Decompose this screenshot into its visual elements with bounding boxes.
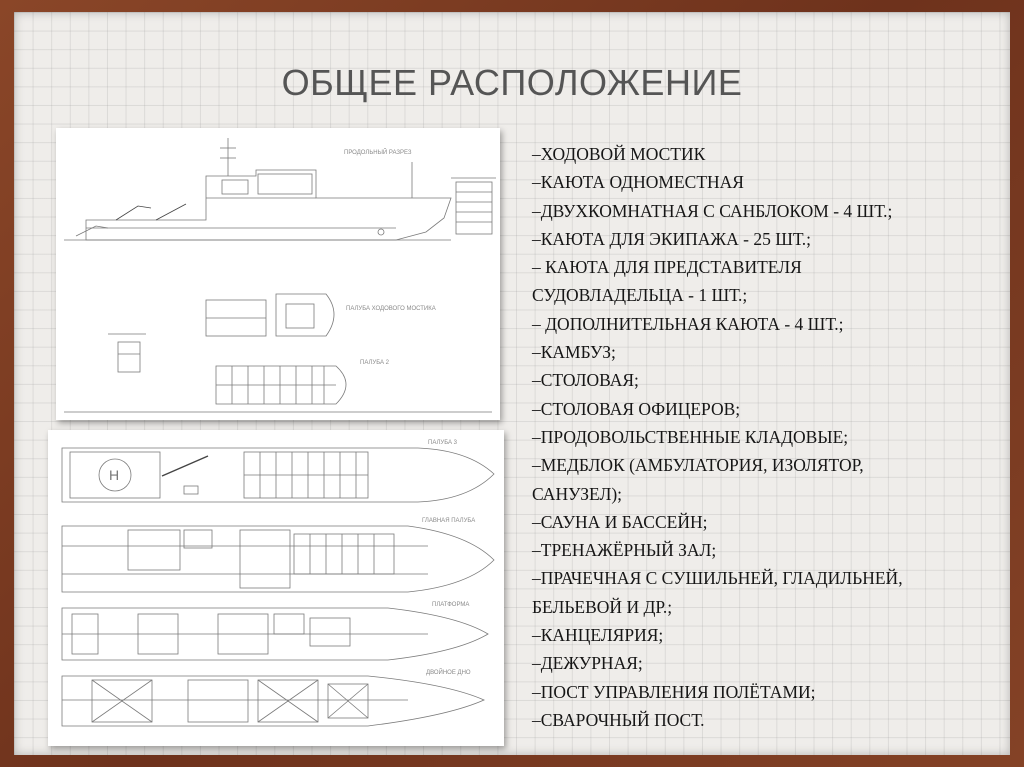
ship-section-svg [56, 128, 500, 420]
main-deck-outline [62, 526, 494, 592]
list-item: –ПОСТ УПРАВЛЕНИЯ ПОЛЁТАМИ; [532, 681, 816, 702]
list-item: –ДВУХКОМНАТНАЯ С САНБЛОКОМ - 4 ШТ.; [532, 200, 893, 221]
deck-plans-svg [48, 430, 504, 746]
list-item: СУДОВЛАДЕЛЬЦА - 1 ШТ.; [532, 285, 748, 306]
helipad-mark: H [109, 467, 120, 483]
list-item: –КАМБУЗ; [532, 342, 616, 363]
slide [14, 12, 1010, 755]
list-item: САНУЗЕЛ); [532, 483, 623, 504]
list-item: –СТОЛОВАЯ ОФИЦЕРОВ; [532, 398, 741, 419]
accommodation-list [532, 140, 1002, 734]
list-item: –КАЮТА ОДНОМЕСТНАЯ [532, 172, 744, 193]
deck2-label: ПАЛУБА 2 [360, 360, 390, 366]
main-deck-label: ГЛАВНАЯ ПАЛУБА [422, 518, 476, 524]
list-item: –ТРЕНАЖЁРНЫЙ ЗАЛ; [532, 540, 717, 561]
slide-title: ОБЩЕЕ РАСПОЛОЖЕНИЕ [281, 62, 743, 103]
list-item: –САУНА И БАССЕЙН; [532, 511, 708, 532]
bridge-deck-label: ПАЛУБА ХОДОВОГО МОСТИКА [346, 306, 436, 312]
list-item: –ДЕЖУРНАЯ; [532, 653, 643, 674]
double-bottom-outline [62, 676, 484, 726]
list-item: –МЕДБЛОК (АМБУЛАТОРИЯ, ИЗОЛЯТОР, [532, 455, 864, 476]
platform-label: ПЛАТФОРМА [432, 602, 470, 608]
list-item: БЕЛЬЕВОЙ И ДР.; [532, 596, 673, 617]
list-item: –ХОДОВОЙ МОСТИК [532, 144, 706, 164]
list-item: –ПРОДОВОЛЬСТВЕННЫЕ КЛАДОВЫЕ; [532, 426, 849, 447]
list-item: –КАЮТА ДЛЯ ЭКИПАЖА - 25 ШТ.; [532, 228, 812, 249]
deck-plans-drawing [48, 430, 504, 746]
ship-section-drawing [56, 128, 500, 420]
list-item: –ПРАЧЕЧНАЯ С СУШИЛЬНЕЙ, ГЛАДИЛЬНЕЙ, [532, 568, 903, 589]
list-item: –СТОЛОВАЯ; [532, 370, 639, 391]
double-bottom-label: ДВОЙНОЕ ДНО [426, 670, 471, 676]
list-item: –СВАРОЧНЫЙ ПОСТ. [532, 709, 705, 730]
hull-outline [86, 170, 451, 240]
bridge-deck-plan [276, 294, 334, 336]
list-item: – КАЮТА ДЛЯ ПРЕДСТАВИТЕЛЯ [532, 257, 802, 278]
list-item: –КАНЦЕЛЯРИЯ; [532, 625, 664, 646]
list-item: – ДОПОЛНИТЕЛЬНАЯ КАЮТА - 4 ШТ.; [532, 313, 844, 334]
deck3-label: ПАЛУБА 3 [428, 440, 458, 446]
section-label: ПРОДОЛЬНЫЙ РАЗРЕЗ [344, 150, 412, 156]
